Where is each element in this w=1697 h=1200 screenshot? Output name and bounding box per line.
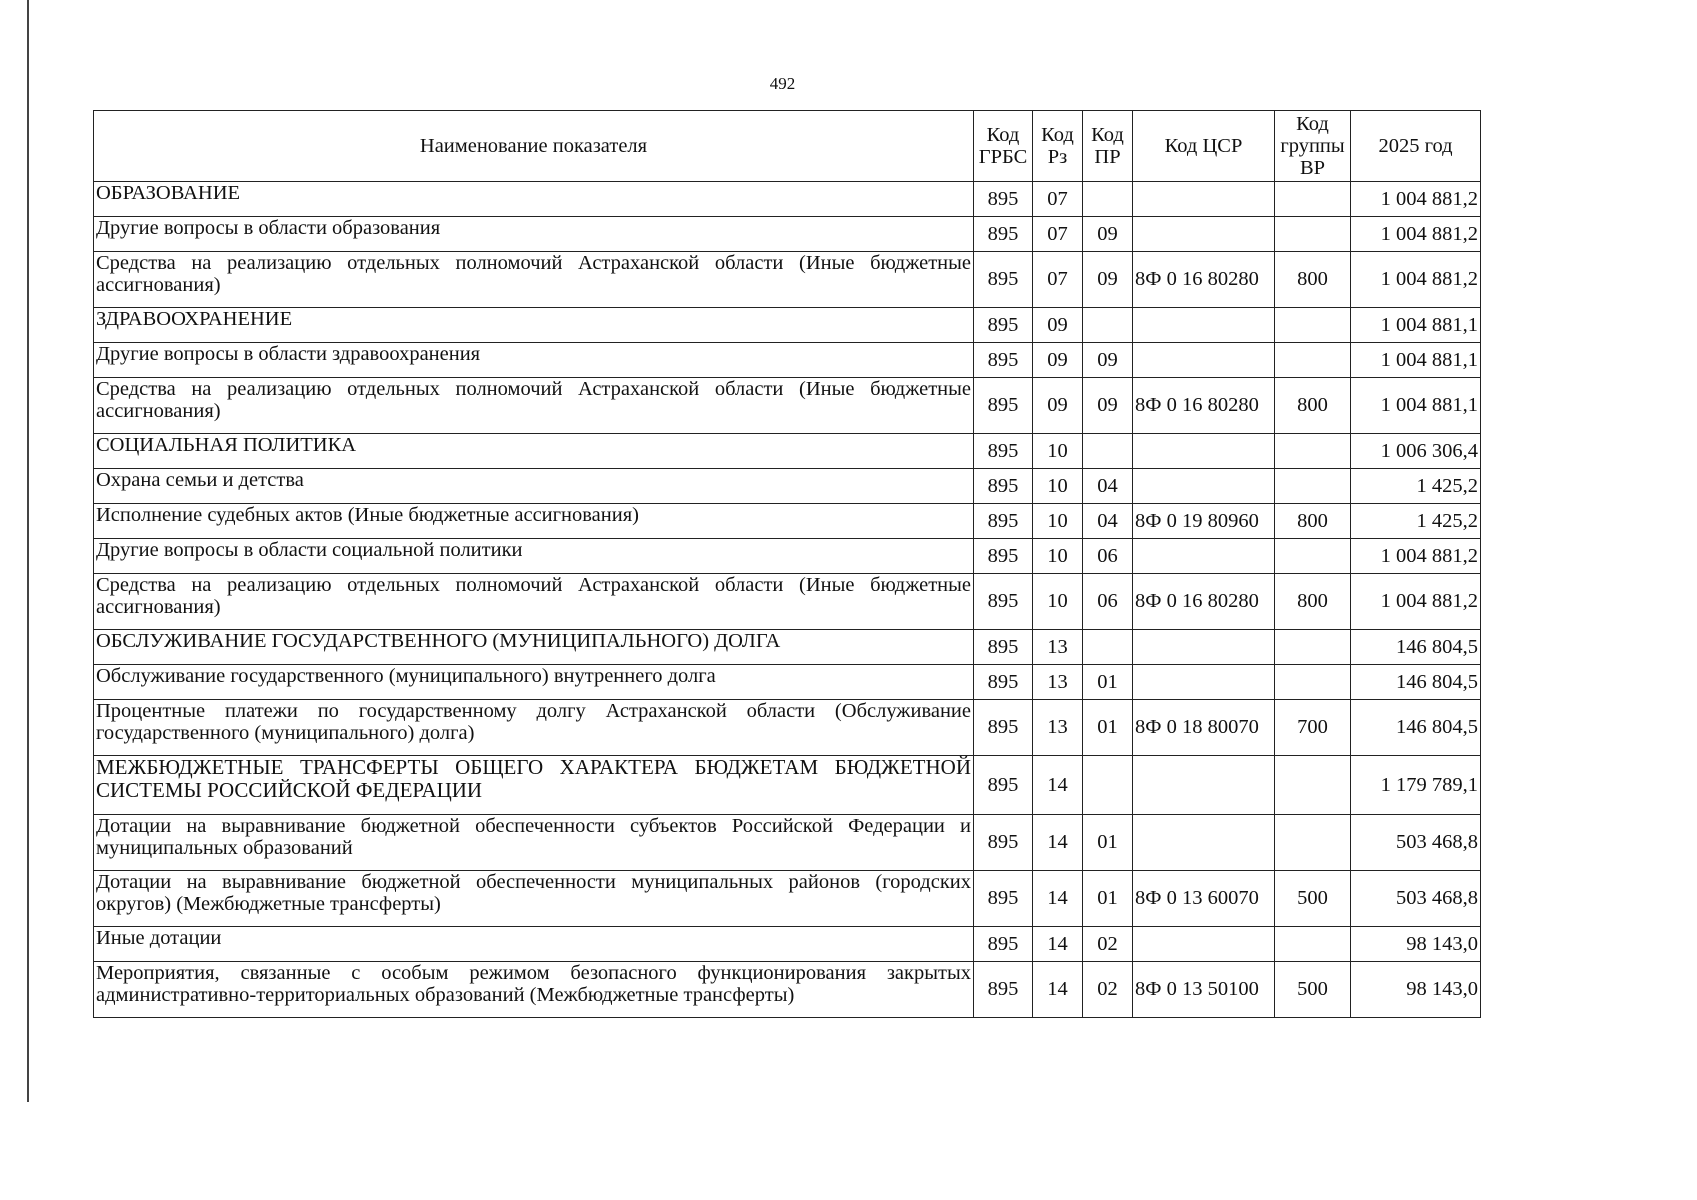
row-pr-cell: 01: [1083, 815, 1133, 871]
row-vr-cell: [1275, 815, 1351, 871]
row-name-cell: ОБРАЗОВАНИЕ: [94, 182, 974, 217]
row-vr-cell: 800: [1275, 252, 1351, 308]
row-vr-cell: 800: [1275, 378, 1351, 434]
row-name-cell: Мероприятия, связанные с особым режимом безопасного функционирования закрытых административно-территориальных образований (Межбюджетные трансферты): [94, 962, 974, 1018]
row-grbs-cell: 895: [974, 182, 1033, 217]
row-vr-cell: [1275, 343, 1351, 378]
row-name-cell: Другие вопросы в области здравоохранения: [94, 343, 974, 378]
row-sum-cell: 146 804,5: [1351, 665, 1481, 700]
row-vr-cell: 500: [1275, 962, 1351, 1018]
row-rz-cell: 10: [1033, 469, 1083, 504]
row-pr-cell: [1083, 630, 1133, 665]
table-row: [94, 927, 1481, 962]
header-pr: Код ПР: [1083, 111, 1133, 182]
row-grbs-cell: 895: [974, 815, 1033, 871]
table-row: [94, 574, 1481, 630]
row-vr-cell: 700: [1275, 700, 1351, 756]
row-name-cell: ЗДРАВООХРАНЕНИЕ: [94, 308, 974, 343]
table-row: [94, 665, 1481, 700]
row-pr-cell: 02: [1083, 927, 1133, 962]
table-row: [94, 815, 1481, 871]
row-vr-cell: 500: [1275, 871, 1351, 927]
row-rz-cell: 13: [1033, 665, 1083, 700]
row-sum-cell: 146 804,5: [1351, 630, 1481, 665]
row-grbs-cell: 895: [974, 504, 1033, 539]
row-name-cell: Дотации на выравнивание бюджетной обеспеченности муниципальных районов (городских округов) (Межбюджетные трансферты): [94, 871, 974, 927]
row-vr-cell: [1275, 927, 1351, 962]
row-sum-cell: 98 143,0: [1351, 962, 1481, 1018]
table-row: [94, 217, 1481, 252]
row-name-cell: Средства на реализацию отдельных полномочий Астраханской области (Иные бюджетные ассигнования): [94, 574, 974, 630]
row-name-cell: Дотации на выравнивание бюджетной обеспеченности субъектов Российской Федерации и муниципальных образований: [94, 815, 974, 871]
row-pr-cell: 01: [1083, 665, 1133, 700]
row-csr-cell: 8Ф 0 16 80280: [1133, 252, 1275, 308]
table-row: [94, 343, 1481, 378]
row-vr-cell: [1275, 182, 1351, 217]
table-row: [94, 504, 1481, 539]
row-grbs-cell: 895: [974, 343, 1033, 378]
header-rz: Код Рз: [1033, 111, 1083, 182]
row-sum-cell: 1 004 881,2: [1351, 252, 1481, 308]
row-rz-cell: 09: [1033, 343, 1083, 378]
row-grbs-cell: 895: [974, 469, 1033, 504]
row-sum-cell: 1 004 881,1: [1351, 343, 1481, 378]
row-csr-cell: 8Ф 0 16 80280: [1133, 574, 1275, 630]
row-grbs-cell: 895: [974, 927, 1033, 962]
row-pr-cell: 09: [1083, 252, 1133, 308]
row-rz-cell: 14: [1033, 927, 1083, 962]
row-name-cell: Процентные платежи по государственному долгу Астраханской области (Обслуживание государственного (муниципального) долга): [94, 700, 974, 756]
row-pr-cell: 04: [1083, 504, 1133, 539]
row-sum-cell: 98 143,0: [1351, 927, 1481, 962]
row-grbs-cell: 895: [974, 252, 1033, 308]
row-sum-cell: 1 004 881,1: [1351, 378, 1481, 434]
row-sum-cell: 1 004 881,1: [1351, 308, 1481, 343]
row-rz-cell: 10: [1033, 539, 1083, 574]
row-sum-cell: 1 425,2: [1351, 469, 1481, 504]
row-csr-cell: [1133, 434, 1275, 469]
row-csr-cell: [1133, 756, 1275, 815]
page-number: 492: [769, 74, 796, 93]
header-vr: Код группы ВР: [1275, 111, 1351, 182]
row-sum-cell: 1 179 789,1: [1351, 756, 1481, 815]
header-year: 2025 год: [1351, 111, 1481, 182]
row-pr-cell: 06: [1083, 574, 1133, 630]
row-grbs-cell: 895: [974, 871, 1033, 927]
row-vr-cell: [1275, 539, 1351, 574]
row-vr-cell: [1275, 308, 1351, 343]
row-name-cell: Другие вопросы в области социальной политики: [94, 539, 974, 574]
row-rz-cell: 10: [1033, 574, 1083, 630]
row-csr-cell: [1133, 815, 1275, 871]
row-name-cell: СОЦИАЛЬНАЯ ПОЛИТИКА: [94, 434, 974, 469]
row-pr-cell: 02: [1083, 962, 1133, 1018]
row-grbs-cell: 895: [974, 308, 1033, 343]
row-rz-cell: 09: [1033, 308, 1083, 343]
table-row: [94, 252, 1481, 308]
row-csr-cell: 8Ф 0 19 80960: [1133, 504, 1275, 539]
row-csr-cell: [1133, 343, 1275, 378]
row-sum-cell: 503 468,8: [1351, 815, 1481, 871]
row-rz-cell: 14: [1033, 815, 1083, 871]
row-vr-cell: 800: [1275, 574, 1351, 630]
row-grbs-cell: 895: [974, 756, 1033, 815]
row-vr-cell: [1275, 434, 1351, 469]
row-name-cell: Обслуживание государственного (муниципального) внутреннего долга: [94, 665, 974, 700]
row-sum-cell: 1 006 306,4: [1351, 434, 1481, 469]
row-pr-cell: 01: [1083, 871, 1133, 927]
page-margin-rule: [27, 0, 29, 1102]
row-sum-cell: 1 004 881,2: [1351, 574, 1481, 630]
table-row: [94, 871, 1481, 927]
row-csr-cell: 8Ф 0 16 80280: [1133, 378, 1275, 434]
row-grbs-cell: 895: [974, 630, 1033, 665]
row-rz-cell: 13: [1033, 700, 1083, 756]
row-grbs-cell: 895: [974, 539, 1033, 574]
row-rz-cell: 07: [1033, 182, 1083, 217]
table-row: [94, 630, 1481, 665]
row-pr-cell: 04: [1083, 469, 1133, 504]
row-rz-cell: 09: [1033, 378, 1083, 434]
row-vr-cell: [1275, 630, 1351, 665]
row-name-cell: Охрана семьи и детства: [94, 469, 974, 504]
row-csr-cell: [1133, 539, 1275, 574]
row-pr-cell: [1083, 182, 1133, 217]
table-row: [94, 700, 1481, 756]
row-rz-cell: 13: [1033, 630, 1083, 665]
row-name-cell: Другие вопросы в области образования: [94, 217, 974, 252]
row-rz-cell: 07: [1033, 217, 1083, 252]
row-vr-cell: [1275, 217, 1351, 252]
row-grbs-cell: 895: [974, 378, 1033, 434]
row-pr-cell: 09: [1083, 378, 1133, 434]
row-sum-cell: 1 004 881,2: [1351, 182, 1481, 217]
row-vr-cell: [1275, 665, 1351, 700]
table-body: [94, 182, 1481, 1018]
row-rz-cell: 14: [1033, 962, 1083, 1018]
row-csr-cell: [1133, 182, 1275, 217]
row-name-cell: МЕЖБЮДЖЕТНЫЕ ТРАНСФЕРТЫ ОБЩЕГО ХАРАКТЕРА БЮДЖЕТАМ БЮДЖЕТНОЙ СИСТЕМЫ РОССИЙСКОЙ ФЕДЕРАЦИИ: [94, 756, 974, 815]
row-rz-cell: 07: [1033, 252, 1083, 308]
table-row: [94, 469, 1481, 504]
table-row: [94, 539, 1481, 574]
row-pr-cell: [1083, 756, 1133, 815]
row-pr-cell: [1083, 434, 1133, 469]
header-name: Наименование показателя: [94, 111, 974, 182]
row-csr-cell: 8Ф 0 13 50100: [1133, 962, 1275, 1018]
table-row: [94, 182, 1481, 217]
header-grbs: Код ГРБС: [974, 111, 1033, 182]
budget-table: [93, 110, 1481, 1018]
table-row: [94, 434, 1481, 469]
row-pr-cell: 06: [1083, 539, 1133, 574]
row-rz-cell: 14: [1033, 756, 1083, 815]
row-csr-cell: [1133, 308, 1275, 343]
row-grbs-cell: 895: [974, 574, 1033, 630]
row-sum-cell: 1 004 881,2: [1351, 539, 1481, 574]
table-row: [94, 308, 1481, 343]
header-csr: Код ЦСР: [1133, 111, 1275, 182]
row-csr-cell: [1133, 217, 1275, 252]
row-vr-cell: [1275, 756, 1351, 815]
row-sum-cell: 1 004 881,2: [1351, 217, 1481, 252]
row-grbs-cell: 895: [974, 665, 1033, 700]
row-csr-cell: 8Ф 0 13 60070: [1133, 871, 1275, 927]
row-grbs-cell: 895: [974, 700, 1033, 756]
table-row: [94, 962, 1481, 1018]
row-name-cell: Средства на реализацию отдельных полномочий Астраханской области (Иные бюджетные ассигнования): [94, 252, 974, 308]
row-sum-cell: 503 468,8: [1351, 871, 1481, 927]
row-grbs-cell: 895: [974, 962, 1033, 1018]
row-csr-cell: [1133, 630, 1275, 665]
row-name-cell: Исполнение судебных актов (Иные бюджетные ассигнования): [94, 504, 974, 539]
row-pr-cell: [1083, 308, 1133, 343]
row-name-cell: ОБСЛУЖИВАНИЕ ГОСУДАРСТВЕННОГО (МУНИЦИПАЛЬНОГО) ДОЛГА: [94, 630, 974, 665]
row-rz-cell: 10: [1033, 434, 1083, 469]
row-sum-cell: 1 425,2: [1351, 504, 1481, 539]
row-rz-cell: 10: [1033, 504, 1083, 539]
table-row: [94, 378, 1481, 434]
table-row: [94, 756, 1481, 815]
row-csr-cell: [1133, 665, 1275, 700]
row-csr-cell: [1133, 469, 1275, 504]
row-sum-cell: 146 804,5: [1351, 700, 1481, 756]
row-name-cell: Средства на реализацию отдельных полномочий Астраханской области (Иные бюджетные ассигнования): [94, 378, 974, 434]
row-pr-cell: 09: [1083, 217, 1133, 252]
row-name-cell: Иные дотации: [94, 927, 974, 962]
table-header-row: [94, 111, 1481, 182]
row-rz-cell: 14: [1033, 871, 1083, 927]
row-pr-cell: 09: [1083, 343, 1133, 378]
row-grbs-cell: 895: [974, 434, 1033, 469]
row-pr-cell: 01: [1083, 700, 1133, 756]
row-csr-cell: [1133, 927, 1275, 962]
row-grbs-cell: 895: [974, 217, 1033, 252]
row-csr-cell: 8Ф 0 18 80070: [1133, 700, 1275, 756]
row-vr-cell: 800: [1275, 504, 1351, 539]
row-vr-cell: [1275, 469, 1351, 504]
